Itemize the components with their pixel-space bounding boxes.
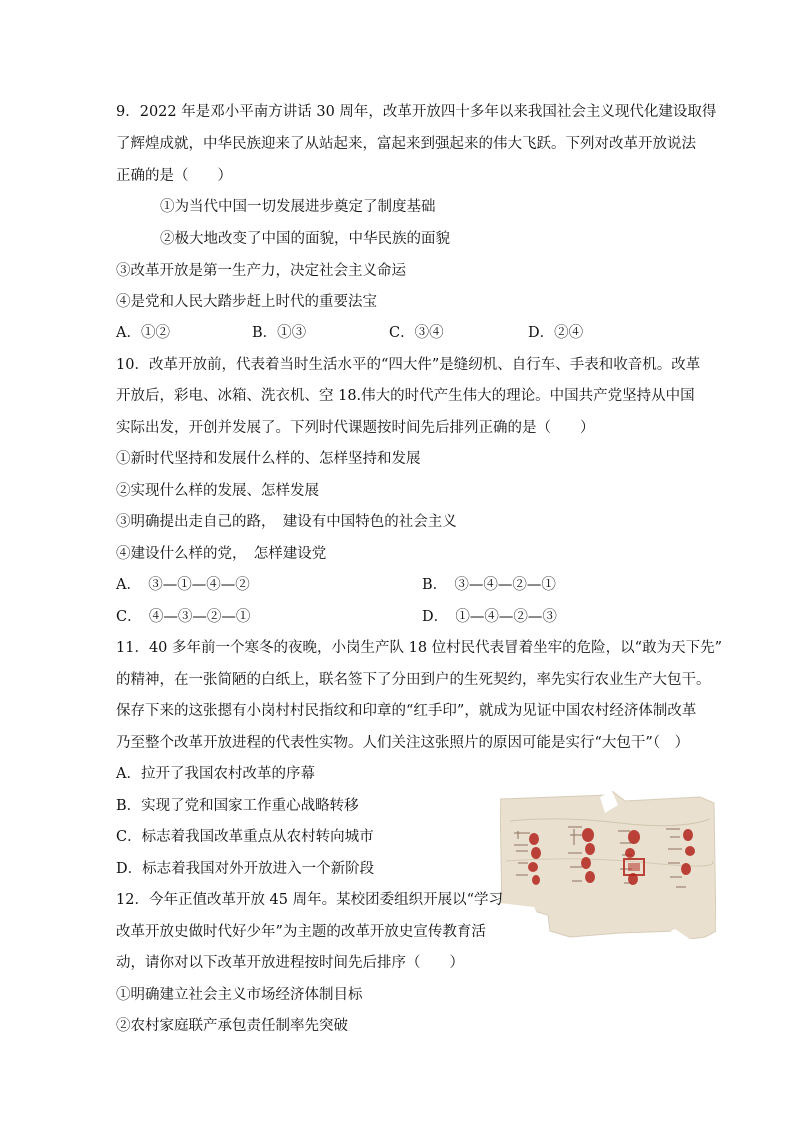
q10-item-1: ①新时代坚持和发展什么样的、怎样坚持和发展 [116,451,421,467]
q11-stem-line-4: 乃至整个改革开放进程的代表性实物。人们关注这张照片的原因可能是实行“大包干”（ ） [116,735,690,751]
q9-item-1: ①为当代中国一切发展进步奠定了制度基础 [160,199,436,215]
q9-item-3: ③改革开放是第一生产力，决定社会主义命运 [116,263,406,279]
q9-option-a[interactable]: A．①② [116,325,170,341]
q12-stem-line-2: 改革开放史做时代好少年”为主题的改革开放史宣传教育活 [116,924,486,940]
q12-stem-line-3: 动，请你对以下改革开放进程按时间先后排序（ ） [116,955,464,971]
q11-stem-line-2: 的精神，在一张简陋的白纸上，联名签下了分田到户的生死契约，率先实行农业生产大包干。 [116,672,711,688]
q9-stem-line-3: 正确的是（ ） [116,168,232,184]
q10-item-3: ③明确提出走自己的路， 建设有中国特色的社会主义 [116,514,457,530]
q10-stem-line-2: 开放后，彩电、冰箱、洗衣机、空 18.伟大的时代产生伟大的理论。中国共产党坚持从中国 [116,388,695,404]
q10-stem-line-3: 实际出发，开创并发展了。下列时代课题按时间先后排列正确的是（ ） [116,420,595,436]
q10-option-c[interactable]: C． ④—③—②—① [116,609,251,625]
q12-item-2: ②农村家庭联产承包责任制率先突破 [116,1018,348,1034]
q10-stem-line-1: 10．改革开放前，代表着当时生活水平的“四大件”是缝纫机、自行车、手表和收音机。改革 [116,357,701,373]
q9-stem-line-2: 了辉煌成就，中华民族迎来了从站起来，富起来到强起来的伟大飞跃。下列对改革开放说法 [116,136,696,152]
q11-option-b[interactable]: B．实现了党和国家工作重心战略转移 [116,798,359,814]
q9-item-4: ④是党和人民大踏步赶上时代的重要法宝 [116,294,377,310]
q11-option-a[interactable]: A．拉开了我国农村改革的序幕 [116,766,315,782]
q10-option-d[interactable]: D． ①—④—②—③ [422,609,557,625]
q9-stem-line-1: 9．2022 年是邓小平南方讲话 30 周年，改革开放四十多年以来我国社会主义现代化建设取得 [116,104,717,120]
q10-option-b[interactable]: B． ③—④—②—① [422,577,556,593]
q11-option-c[interactable]: C．标志着我国改革重点从农村转向城市 [116,829,374,845]
q12-stem-line-1: 12．今年正值改革开放 45 周年。某校团委组织开展以“学习 [116,892,504,908]
q9-option-d[interactable]: D．②④ [528,325,584,341]
q11-stem-line-3: 保存下来的这张摁有小岗村村民指纹和印章的“红手印”，就成为见证中国农村经济体制改革 [116,703,697,719]
q9-item-2: ②极大地改变了中国的面貌，中华民族的面貌 [160,231,450,247]
q10-item-4: ④建设什么样的党， 怎样建设党 [116,546,327,562]
q11-stem-line-1: 11．40 多年前一个寒冬的夜晚，小岗生产队 18 位村民代表冒着坐牢的危险，以“敢为天下先” [116,640,723,656]
q10-option-a[interactable]: A． ③—①—④—② [116,577,250,593]
q9-option-c[interactable]: C．③④ [389,325,444,341]
q12-item-1: ①明确建立社会主义市场经济体制目标 [116,987,363,1003]
red-fingerprint-contract-photo [500,791,716,939]
q11-option-d[interactable]: D．标志着我国对外开放进入一个新阶段 [116,861,375,877]
q9-option-b[interactable]: B．①③ [252,325,307,341]
q10-item-2: ②实现什么样的发展、怎样发展 [116,483,319,499]
